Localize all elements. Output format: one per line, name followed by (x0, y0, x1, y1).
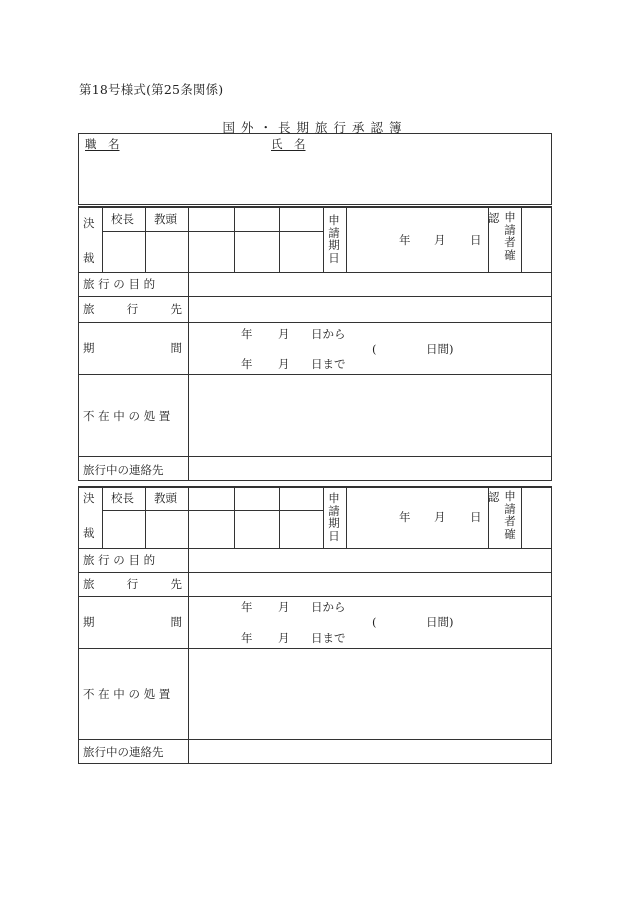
date-month: 月 (434, 233, 446, 247)
approval-section-2 (78, 486, 552, 764)
period-label (83, 615, 182, 629)
contact-field[interactable] (190, 740, 550, 763)
destination-label-char: 行 (126, 302, 139, 316)
applicant-confirm-stamp-cell[interactable] (522, 488, 551, 547)
position-field[interactable] (83, 152, 263, 200)
identity-box (78, 133, 552, 205)
stamp-cell[interactable] (189, 232, 234, 272)
date-day: 日 (470, 510, 482, 524)
purpose-label: 旅 行 の 目 的 (83, 277, 156, 291)
absence-measures-label: 不 在 中 の 処 置 (83, 687, 171, 701)
destination-label-char: 旅 (83, 577, 95, 591)
decision-label: 裁 (83, 526, 95, 540)
period-label-char: 期 (83, 615, 95, 629)
confirm-label: 認 (488, 490, 500, 504)
applicant-confirm-stamp-cell[interactable] (522, 208, 551, 271)
application-date-label: 申請期日 (328, 491, 340, 543)
stamp-cell[interactable] (280, 232, 323, 272)
decision-label: 決 (83, 491, 95, 505)
position-label: 職 名 (85, 137, 120, 151)
vice-principal-stamp-cell[interactable] (146, 511, 188, 548)
period-label (83, 341, 182, 355)
period-label-char: 間 (170, 615, 182, 629)
absence-measures-label: 不 在 中 の 処 置 (83, 409, 171, 423)
date-month: 月 (434, 510, 446, 524)
period-to-year: 年 (241, 357, 253, 371)
principal-stamp-cell[interactable] (103, 232, 145, 272)
period-to-month: 月 (278, 631, 290, 645)
decision-label: 決 (83, 216, 95, 230)
date-year: 年 (399, 510, 411, 524)
period-from-suffix: 日から (311, 327, 346, 341)
purpose-field[interactable] (190, 273, 550, 295)
form-number: 第18号様式(第25条関係) (79, 82, 224, 97)
decision-label: 裁 (83, 251, 95, 265)
vice-principal-stamp-cell[interactable] (146, 232, 188, 272)
period-from-year: 年 (241, 327, 253, 341)
days-open-paren: ( (372, 342, 377, 356)
principal-stamp-cell[interactable] (103, 511, 145, 548)
absence-measures-field[interactable] (190, 649, 550, 738)
period-from-month: 月 (278, 600, 290, 614)
contact-label: 旅行中の連絡先 (83, 463, 164, 477)
stamp-cell[interactable] (189, 511, 234, 548)
destination-label-char: 行 (126, 577, 139, 591)
principal-label: 校長 (111, 491, 134, 505)
vice-principal-label: 教頭 (154, 212, 177, 226)
period-to-year: 年 (241, 631, 253, 645)
destination-label-char: 先 (170, 577, 182, 591)
destination-field[interactable] (190, 297, 550, 321)
name-field[interactable] (269, 152, 539, 200)
date-day: 日 (470, 233, 482, 247)
principal-label: 校長 (111, 212, 134, 226)
stamp-cell[interactable] (280, 511, 323, 548)
period-to-suffix: 日まで (311, 631, 346, 645)
period-from-year: 年 (241, 600, 253, 614)
date-year: 年 (399, 233, 411, 247)
applicant-confirm-label: 申請者確 (504, 489, 516, 541)
destination-label (83, 302, 182, 316)
period-to-month: 月 (278, 357, 290, 371)
applicant-confirm-label: 申請者確 (504, 210, 516, 262)
document-title: 国外・長期旅行承認簿 (222, 120, 408, 135)
destination-label-char: 先 (170, 302, 182, 316)
contact-label: 旅行中の連絡先 (83, 745, 164, 759)
stamp-cell[interactable] (235, 232, 279, 272)
days-suffix: 日間) (426, 342, 454, 356)
days-suffix: 日間) (426, 615, 454, 629)
application-date-label: 申請期日 (328, 213, 340, 265)
destination-label (83, 577, 182, 591)
days-open-paren: ( (372, 615, 377, 629)
stamp-cell[interactable] (235, 511, 279, 548)
period-from-suffix: 日から (311, 600, 346, 614)
confirm-label: 認 (488, 211, 500, 225)
period-label-char: 期 (83, 341, 95, 355)
destination-field[interactable] (190, 573, 550, 595)
purpose-label: 旅 行 の 目 的 (83, 553, 156, 567)
destination-label-char: 旅 (83, 302, 95, 316)
vice-principal-label: 教頭 (154, 491, 177, 505)
approval-section-1 (78, 206, 552, 481)
period-to-suffix: 日まで (311, 357, 346, 371)
contact-field[interactable] (190, 457, 550, 480)
name-label: 氏 名 (271, 137, 306, 151)
period-from-month: 月 (278, 327, 290, 341)
absence-measures-field[interactable] (190, 375, 550, 455)
period-label-char: 間 (170, 341, 182, 355)
purpose-field[interactable] (190, 549, 550, 571)
